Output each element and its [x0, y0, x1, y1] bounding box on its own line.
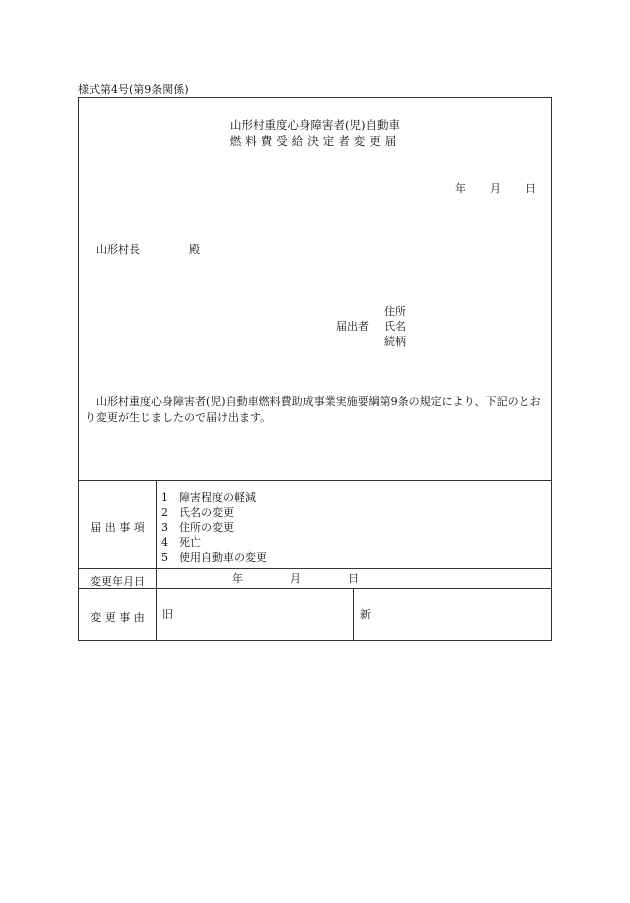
applicant-name-label: 氏名	[384, 320, 406, 333]
list-item	[161, 519, 234, 535]
item-text: 住所の変更	[179, 521, 234, 534]
change-date-day: 日	[348, 572, 359, 585]
item-number: 3	[161, 521, 168, 534]
item-text: 障害程度の軽減	[179, 491, 256, 504]
list-item	[161, 534, 201, 550]
row-divider	[79, 568, 551, 569]
date-year-label: 年	[455, 182, 466, 195]
list-item	[161, 489, 256, 505]
applicant-relationship-label: 続柄	[384, 335, 406, 348]
date-day-label: 日	[525, 182, 536, 195]
item-text: 氏名の変更	[179, 506, 234, 519]
old-label: 旧	[162, 608, 173, 621]
honorific: 殿	[189, 243, 200, 256]
list-item	[161, 549, 267, 565]
old-new-divider	[353, 588, 354, 640]
change-reason-label: 変 更 事 由	[90, 611, 145, 624]
date-month-label: 月	[490, 182, 501, 195]
addressee: 山形村長	[96, 243, 140, 256]
form-number-label: 様式第4号(第9条関係)	[78, 83, 189, 96]
new-label: 新	[360, 608, 371, 621]
item-number: 1	[161, 491, 168, 504]
item-text: 使用自動車の変更	[179, 551, 267, 564]
document-title-line2: 燃料費受給決定者変更届	[229, 134, 401, 148]
applicant-label: 届出者	[336, 320, 369, 333]
list-item	[161, 504, 234, 520]
change-date-label: 変更年月日	[90, 575, 145, 588]
notification-header-box	[78, 97, 552, 481]
column-divider	[156, 481, 157, 640]
item-number: 5	[161, 551, 168, 564]
document-title-line1: 山形村重度心身障害者(児)自動車	[230, 118, 400, 132]
body-text: 山形村重度心身障害者(児)自動車燃料費助成事業実施要綱第9条の規定により、下記のとおり変更が生じましたので届け出ます。	[85, 395, 541, 424]
details-table	[78, 480, 552, 641]
change-date-month: 月	[290, 572, 301, 585]
item-number: 2	[161, 506, 168, 519]
item-number: 4	[161, 536, 168, 549]
item-text: 死亡	[179, 536, 201, 549]
change-date-year: 年	[232, 572, 243, 585]
notification-items-label: 届 出 事 項	[90, 521, 145, 534]
applicant-address-label: 住所	[384, 305, 406, 318]
